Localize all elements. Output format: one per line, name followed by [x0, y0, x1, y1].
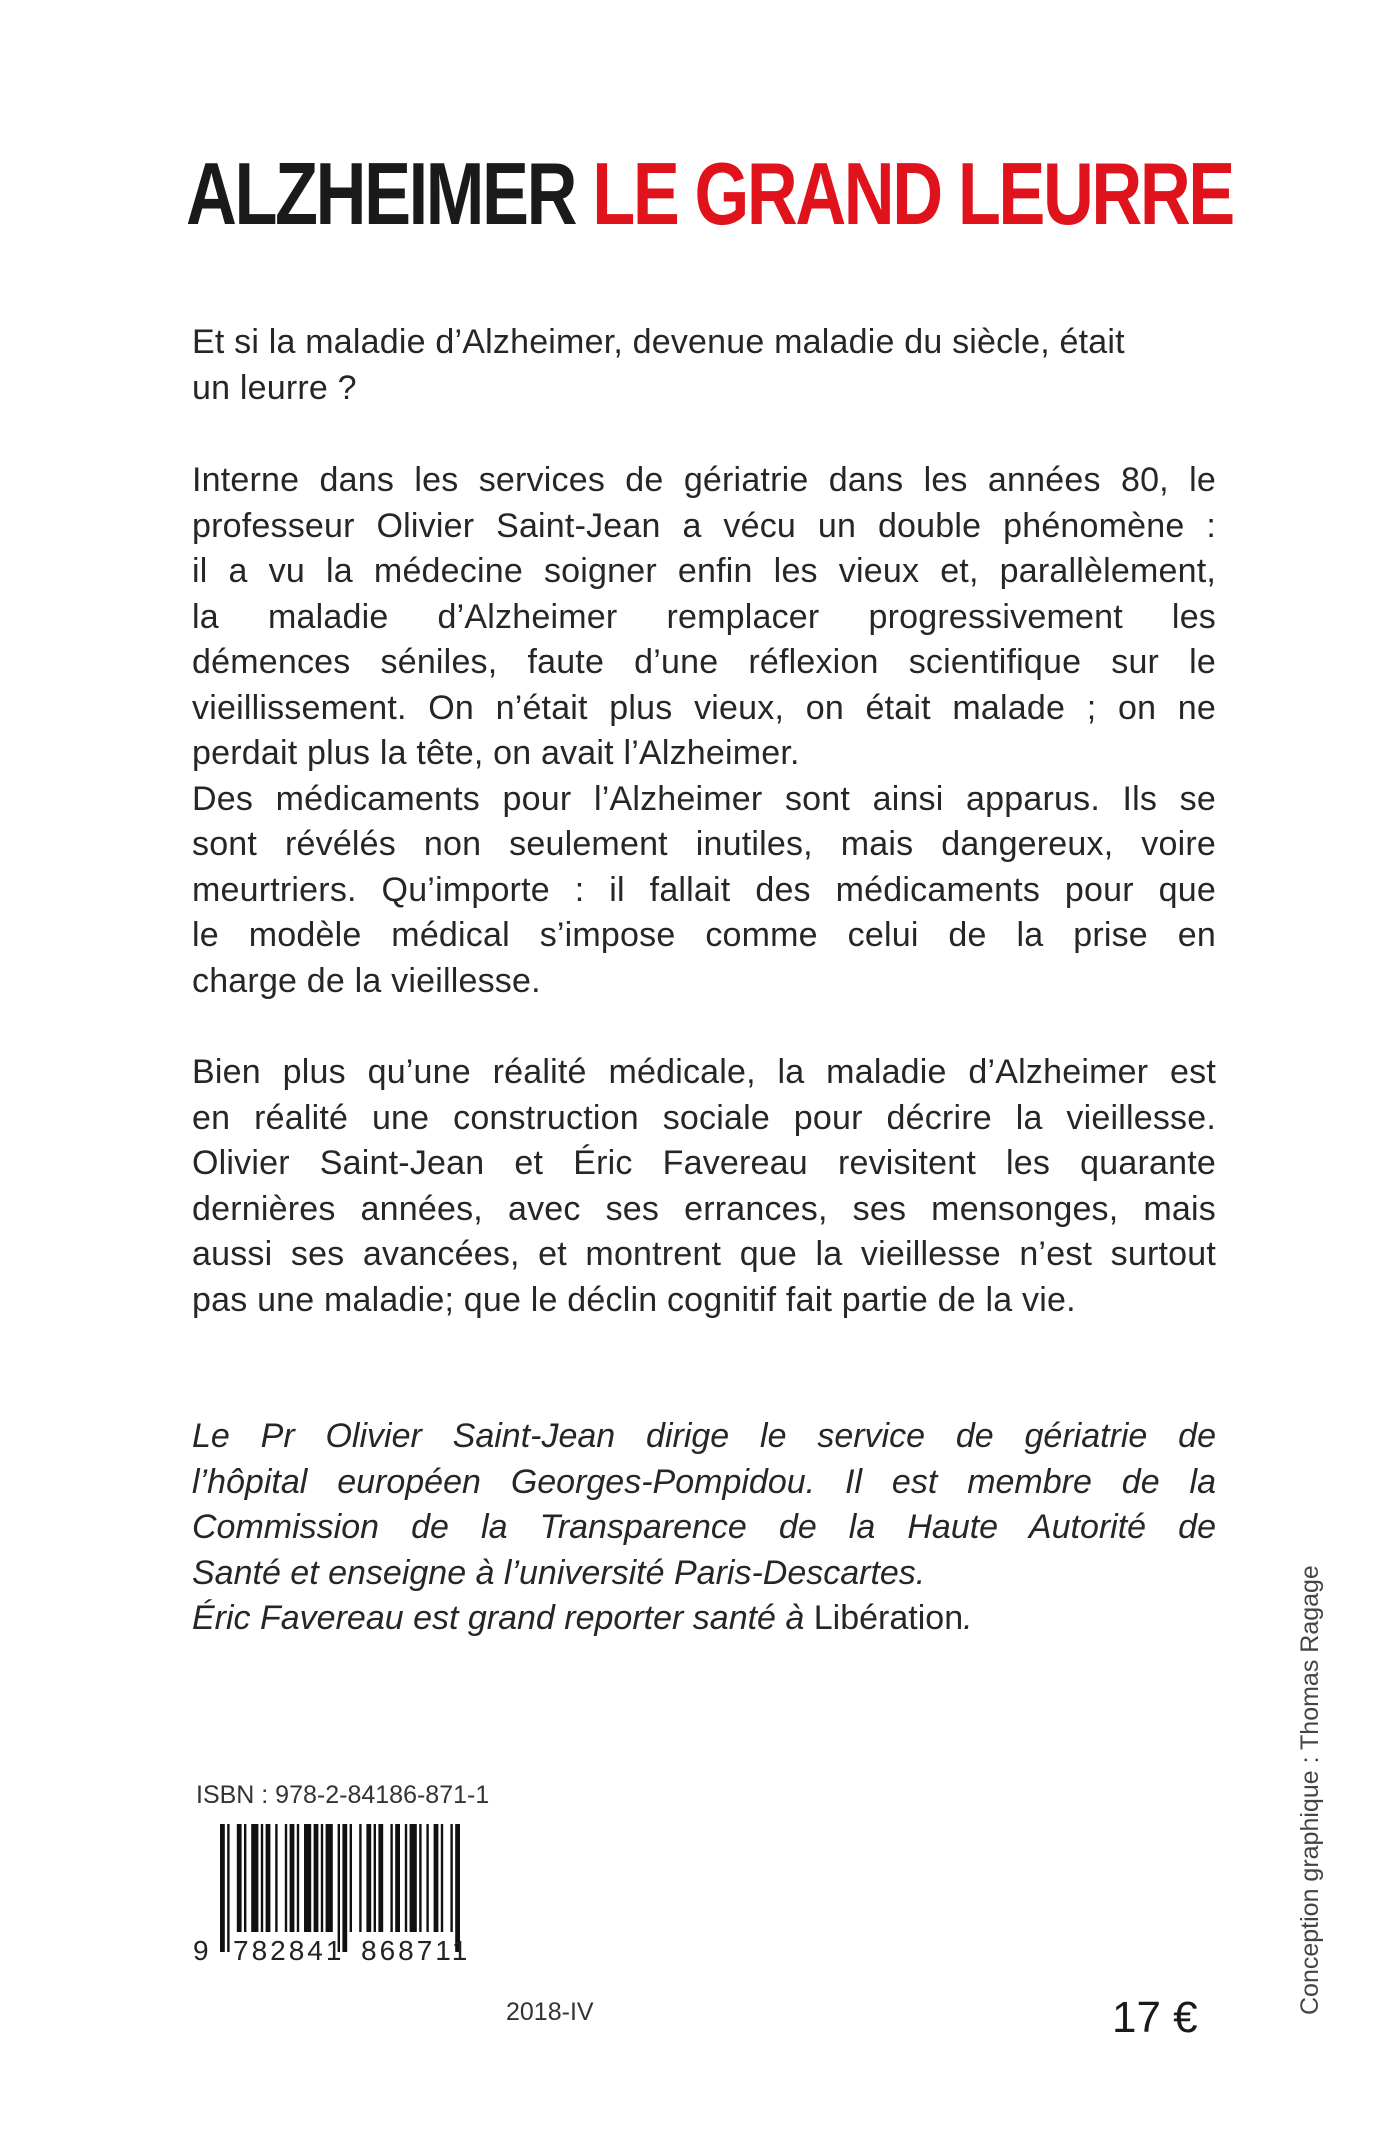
- bio-line: l’hôpital européen Georges-Pompidou. Il est membre de la: [192, 1462, 1216, 1501]
- barcode-bar: [410, 1824, 417, 1932]
- barcode-bar: [326, 1824, 333, 1932]
- barcode-bar: [450, 1824, 452, 1932]
- text-line: Des médicaments pour l’Alzheimer sont ainsi apparus. Ils se: [192, 779, 1216, 818]
- text-line: Olivier Saint-Jean et Éric Favereau revisitent les quarante: [192, 1144, 1216, 1182]
- text-line: pas une maladie; que le déclin cognitif fait partie de la vie.: [192, 1280, 1076, 1319]
- barcode-bar: [405, 1824, 407, 1932]
- text-line: sont révélés non seulement inutiles, mais dangereux, voire: [192, 825, 1216, 863]
- barcode-bar: [261, 1824, 263, 1932]
- barcode-bar: [350, 1824, 352, 1932]
- bio-last-italic: Éric Favereau est grand reporter santé à: [192, 1599, 814, 1637]
- price: 17 €: [1112, 1993, 1198, 2042]
- text-line: il a vu la médecine soigner enfin les vieux et, parallèlement,: [192, 552, 1216, 590]
- text-line: Bien plus qu’une réalité médicale, la maladie d’Alzheimer est: [192, 1053, 1216, 1091]
- barcode-bar: [426, 1824, 428, 1932]
- barcode-bar: [374, 1824, 376, 1932]
- title-part-red: LE GRAND LEURRE: [592, 144, 1233, 243]
- text-line: dernières années, avec ses errances, ses mensonges, mais: [192, 1189, 1216, 1228]
- barcode-bar: [441, 1824, 443, 1932]
- body-paragraph-3: [192, 1050, 1216, 1323]
- book-title: [186, 144, 1233, 243]
- barcode-bar: [366, 1824, 371, 1932]
- bio-line: Le Pr Olivier Saint-Jean dirige le service de gériatrie de: [192, 1417, 1216, 1455]
- barcode-bar: [304, 1824, 311, 1932]
- bio-line: Commission de la Transparence de la Haute Autorité de: [192, 1508, 1216, 1546]
- text-line: en réalité une construction sociale pour décrire la vieillesse.: [192, 1098, 1216, 1137]
- barcode-digit-first: 9: [193, 1935, 209, 1966]
- text-line: le modèle médical s’impose comme celui de la prise en: [192, 916, 1216, 954]
- bio-last-end: .: [963, 1599, 973, 1637]
- barcode-digits-left: 782841: [233, 1935, 345, 1966]
- text-line: perdait plus la tête, on avait l’Alzheimer.: [192, 734, 800, 772]
- intro-paragraph: [192, 320, 1216, 411]
- barcode-bar: [266, 1824, 271, 1932]
- barcode-bar: [314, 1824, 319, 1932]
- text-line: un leurre ?: [192, 368, 357, 407]
- barcode-bar: [275, 1824, 277, 1932]
- text-line: Et si la maladie d’Alzheimer, devenue maladie du siècle, était: [192, 323, 1125, 361]
- barcode-bar: [455, 1824, 460, 1952]
- barcode-bar: [395, 1824, 400, 1932]
- barcode-bar: [378, 1824, 383, 1932]
- barcode-bar: [297, 1824, 299, 1932]
- text-line: charge de la vieillesse.: [192, 961, 541, 1000]
- barcode-bar: [227, 1824, 229, 1952]
- text-line: vieillissement. On n’était plus vieux, on était malade ; on ne: [192, 688, 1216, 727]
- text-line: la maladie d’Alzheimer remplacer progressivement les: [192, 597, 1216, 636]
- barcode-digits-right: 868711: [361, 1935, 471, 1966]
- author-bio: [192, 1414, 1216, 1642]
- design-credit: Conception graphique : Thomas Ragage: [1296, 1565, 1324, 2015]
- newspaper-name: Libération: [813, 1599, 964, 1637]
- barcode-bar: [321, 1824, 323, 1932]
- barcode-bar: [244, 1824, 246, 1932]
- barcode-bar: [342, 1824, 347, 1952]
- text-line: aussi ses avancées, et montrent que la vieillesse n’est surtout: [192, 1235, 1216, 1273]
- barcode-bar: [220, 1824, 225, 1952]
- text-line: meurtriers. Qu’importe : il fallait des médicaments pour que: [192, 870, 1216, 909]
- barcode-bar: [419, 1824, 421, 1932]
- barcode-bar: [237, 1824, 242, 1932]
- barcode-bar: [251, 1824, 258, 1932]
- barcode-bar: [285, 1824, 287, 1932]
- barcode-bar: [290, 1824, 295, 1932]
- isbn-label: ISBN : 978-2-84186-871-1: [196, 1781, 490, 1809]
- text-line: professeur Olivier Saint-Jean a vécu un double phénomène :: [192, 506, 1216, 545]
- title-part-black: ALZHEIMER: [186, 144, 576, 243]
- barcode-digits: [193, 1935, 493, 1969]
- body-paragraph-2: [192, 458, 1216, 1004]
- bio-line: Santé et enseigne à l’université Paris-Descartes.: [192, 1553, 926, 1592]
- text-line: démences séniles, faute d’une réflexion scientifique sur le: [192, 643, 1216, 681]
- barcode-bar: [338, 1824, 340, 1952]
- barcode-bar: [390, 1824, 392, 1932]
- text-line: Interne dans les services de gériatrie dans les années 80, le: [192, 461, 1216, 499]
- barcode-bar: [434, 1824, 439, 1932]
- bio-line-last: [192, 1596, 1216, 1642]
- barcode: [220, 1824, 490, 1952]
- barcode-bar: [359, 1824, 361, 1932]
- edition-code: 2018-IV: [506, 1998, 594, 2026]
